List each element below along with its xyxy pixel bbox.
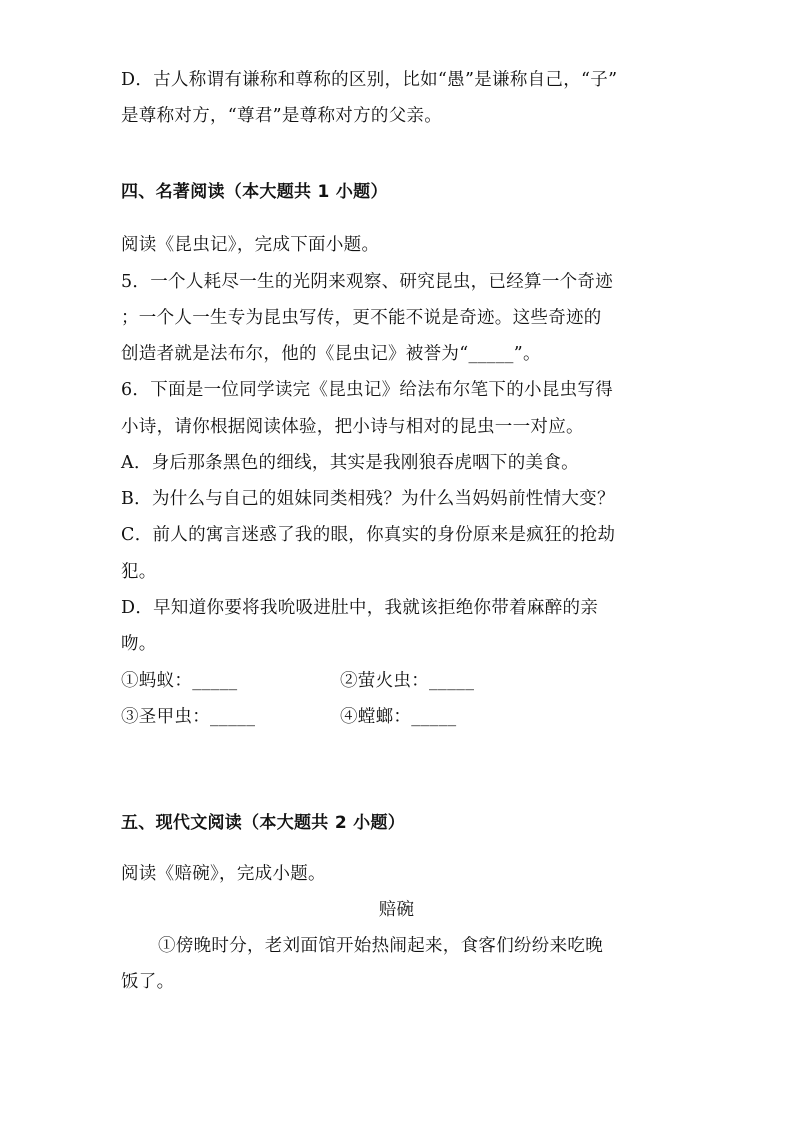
- question-6-line-2: 小诗，请你根据阅读体验，把小诗与相对的昆虫一一对应。: [121, 417, 584, 437]
- option-c-line-2: 犯。: [121, 562, 157, 582]
- question-5-line-2: ；一个人一生专为昆虫写传，更不能不说是奇迹。这些奇迹的: [121, 308, 602, 328]
- blank-ant: ①蚂蚁：_____: [121, 671, 238, 691]
- section-5-heading: 五、现代文阅读（本大题共 2 小题）: [121, 813, 406, 833]
- section-5-intro: 阅读《赔碗》，完成小题。: [121, 864, 326, 884]
- blank-firefly: ②萤火虫：_____: [340, 671, 475, 691]
- option-c-line-1: C．前人的寓言迷惑了我的眼，你真实的身份原来是疯狂的抢劫: [121, 525, 616, 545]
- paragraph-1-line-1: ①傍晚时分，老刘面馆开始热闹起来，食客们纷纷来吃晚: [158, 936, 603, 956]
- option-d-poem-line-1: D．早知道你要将我吮吸进肚中，我就该拒绝你带着麻醉的亲: [121, 598, 599, 618]
- question-5-line-3: 创造者就是法布尔，他的《昆虫记》被誉为“_____”。: [121, 344, 541, 364]
- option-d-line-1: D．古人称谓有谦称和尊称的区别，比如“愚”是谦称自己，“子”: [121, 70, 618, 90]
- blank-scarab: ③圣甲虫：_____: [121, 707, 256, 727]
- section-4-heading: 四、名著阅读（本大题共 1 小题）: [121, 182, 388, 202]
- question-5-line-1: 5．一个人耗尽一生的光阴来观察、研究昆虫，已经算一个奇迹: [121, 272, 614, 292]
- option-a: A．身后那条黑色的细线，其实是我刚狼吞虎咽下的美食。: [121, 453, 579, 473]
- question-6-line-1: 6．下面是一位同学读完《昆虫记》给法布尔笔下的小昆虫写得: [121, 380, 614, 400]
- option-d-line-2: 是尊称对方，“尊君”是尊称对方的父亲。: [121, 106, 443, 126]
- option-b: B．为什么与自己的姐妹同类相残？为什么当妈妈前性情大变？: [121, 489, 615, 509]
- option-d-poem-line-2: 吻。: [121, 634, 157, 654]
- blank-mantis: ④螳螂：_____: [340, 707, 457, 727]
- section-4-intro: 阅读《昆虫记》，完成下面小题。: [121, 235, 380, 255]
- paragraph-1-line-2: 饭了。: [121, 972, 175, 992]
- article-title: 赔碗: [378, 900, 415, 920]
